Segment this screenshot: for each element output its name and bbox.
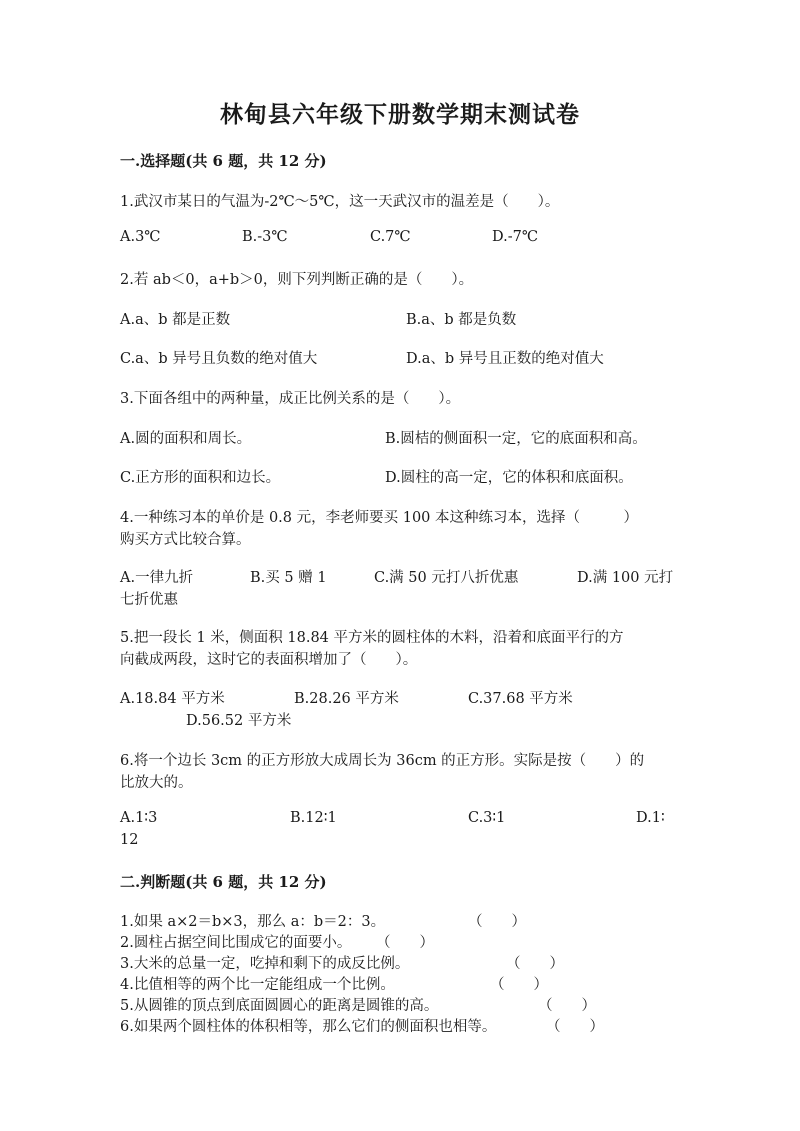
question-4-option-b: B.买 5 赠 1: [250, 570, 327, 586]
question-5-option-c: C.37.68 平方米: [468, 691, 573, 707]
judgement-answer-blank: （ ）: [506, 956, 564, 972]
question-3-option-d: D.圆柱的高一定，它的体积和底面积。: [385, 470, 633, 486]
judgement-item-2: [120, 931, 434, 952]
question-4-stem-line1: 4.一种练习本的单价是 0.8 元，李老师要买 100 本这种练习本，选择（ ）: [120, 510, 639, 526]
question-6-option-b: B.12∶1: [290, 810, 337, 826]
judgement-item-4: [120, 973, 548, 994]
judgement-item-1: [120, 910, 526, 931]
question-5-stem-line1: 5.把一段长 1 米，侧面积 18.84 平方米的圆柱体的木料，沿着和底面平行的方: [120, 630, 624, 646]
section-heading-choice: 一.选择题(共 6 题，共 12 分): [120, 152, 327, 170]
judgement-item-text: 4.比值相等的两个比一定能组成一个比例。: [120, 977, 395, 993]
judgement-item-text: 5.从圆锥的顶点到底面圆圆心的距离是圆锥的高。: [120, 998, 439, 1014]
judgement-answer-blank: （ ）: [468, 914, 526, 930]
question-6-option-d: D.1∶: [636, 810, 665, 826]
judgement-item-6: [120, 1015, 604, 1036]
page-title: 林甸县六年级下册数学期末测试卷: [220, 101, 580, 128]
question-3-option-a: A.圆的面积和周长。: [120, 431, 252, 447]
question-1-option-b: B.-3℃: [242, 229, 288, 245]
question-1-option-c: C.7℃: [370, 229, 411, 245]
question-2-option-c: C.a、b 异号且负数的绝对值大: [120, 351, 318, 367]
question-5-option-a: A.18.84 平方米: [120, 691, 225, 707]
question-3-option-b: B.圆桔的侧面积一定，它的底面积和高。: [385, 431, 647, 447]
judgement-answer-blank: （ ）: [490, 977, 548, 993]
judgement-item-text: 3.大米的总量一定，吃掉和剩下的成反比例。: [120, 956, 410, 972]
question-4-stem-line2: 购买方式比较合算。: [120, 532, 251, 548]
question-4-option-d-cont: 七折优惠: [120, 592, 178, 608]
question-2-stem: 2.若 ab＜0，a+b＞0，则下列判断正确的是（ ）。: [120, 272, 474, 288]
section-heading-judgement: 二.判断题(共 6 题，共 12 分): [120, 873, 327, 891]
question-6-option-d-cont: 12: [120, 832, 139, 848]
question-6-stem-line1: 6.将一个边长 3cm 的正方形放大成周长为 36cm 的正方形。实际是按（ ）的: [120, 753, 645, 769]
question-4-option-d: D.满 100 元打: [577, 570, 674, 586]
judgement-answer-blank: （ ）: [376, 935, 434, 951]
question-2-option-d: D.a、b 异号且正数的绝对值大: [406, 351, 604, 367]
judgement-item-text: 1.如果 a×2＝b×3，那么 a：b＝2：3。: [120, 914, 386, 930]
question-4-option-a: A.一律九折: [120, 570, 194, 586]
question-1-stem: 1.武汉市某日的气温为-2℃～5℃，这一天武汉市的温差是（ ）。: [120, 194, 560, 210]
judgement-answer-blank: （ ）: [546, 1019, 604, 1035]
question-6-option-a: A.1∶3: [120, 810, 158, 826]
question-3-stem: 3.下面各组中的两种量，成正比例关系的是（ ）。: [120, 391, 461, 407]
question-5-stem-line2: 向截成两段，这时它的表面积增加了（ ）。: [120, 652, 418, 668]
judgement-item-text: 2.圆柱占据空间比围成它的面要小。: [120, 935, 352, 951]
question-3-option-c: C.正方形的面积和边长。: [120, 470, 281, 486]
question-6-stem-line2: 比放大的。: [120, 775, 193, 791]
judgement-answer-blank: （ ）: [538, 998, 596, 1014]
question-5-option-d: D.56.52 平方米: [186, 713, 292, 729]
question-6-option-c: C.3∶1: [468, 810, 506, 826]
judgement-item-3: [120, 952, 564, 973]
question-5-option-b: B.28.26 平方米: [294, 691, 399, 707]
question-1-option-d: D.-7℃: [492, 229, 539, 245]
question-4-option-c: C.满 50 元打八折优惠: [374, 570, 519, 586]
question-1-option-a: A.3℃: [120, 229, 161, 245]
question-2-option-b: B.a、b 都是负数: [406, 312, 517, 328]
judgement-item-text: 6.如果两个圆柱体的体积相等，那么它们的侧面积也相等。: [120, 1019, 497, 1035]
judgement-item-5: [120, 994, 596, 1015]
question-2-option-a: A.a、b 都是正数: [120, 312, 231, 328]
